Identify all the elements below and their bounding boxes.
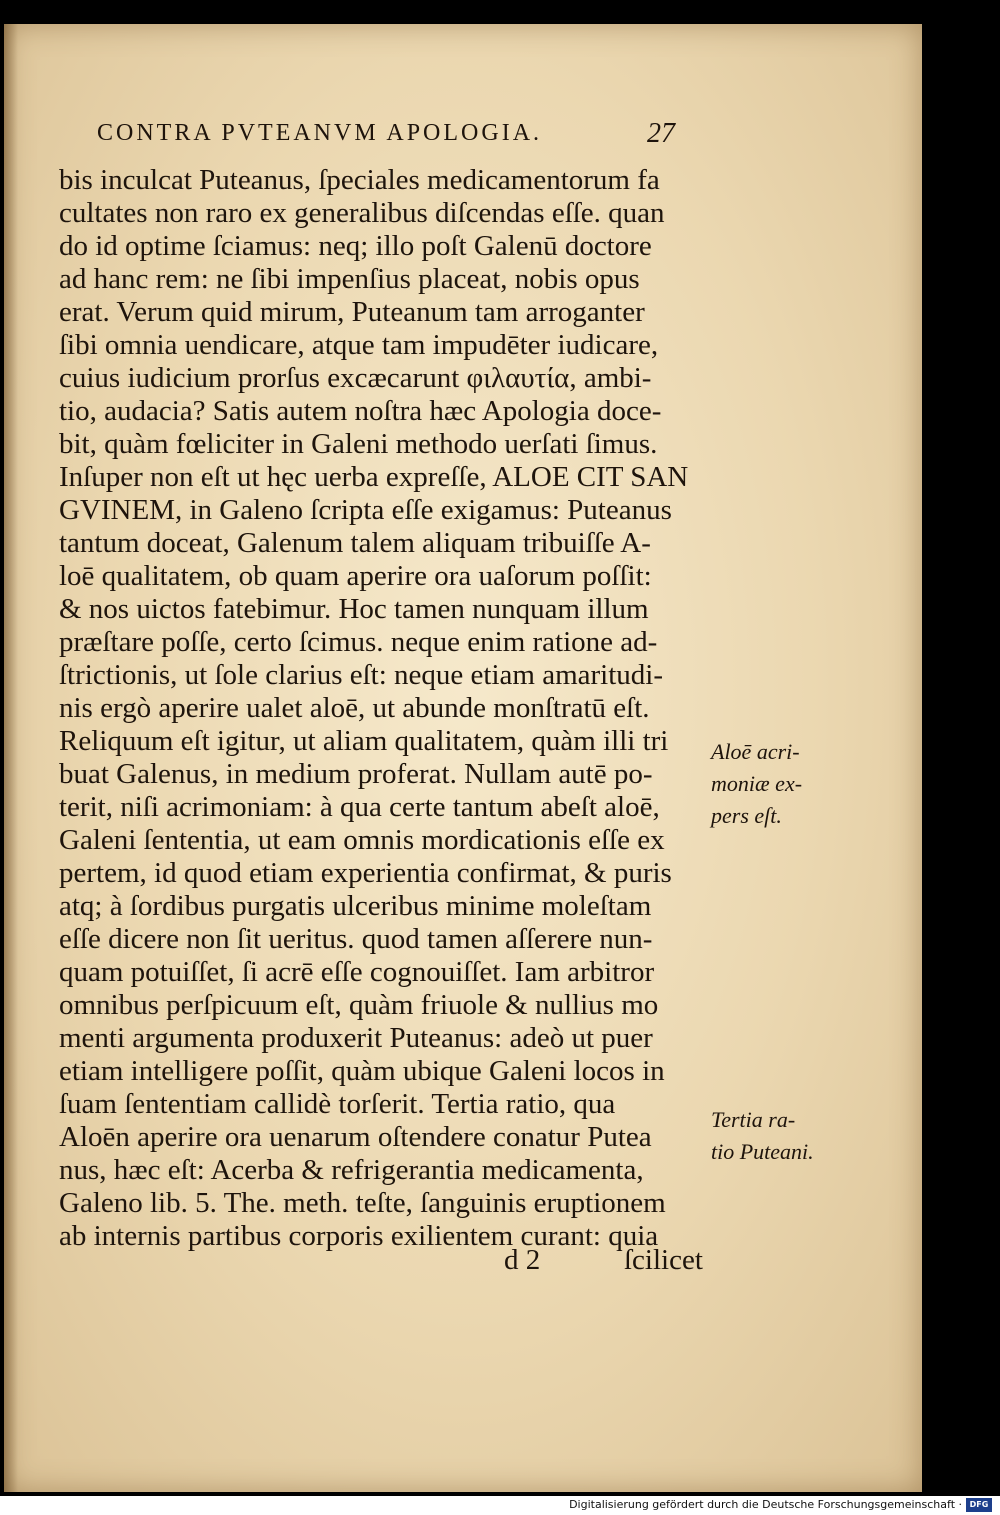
text-line: Inſuper non eſt ut hęc uerba expreſſe, ALOE CIT SAN [59, 461, 689, 493]
text-line: cultates non raro ex generalibus diſcendas eſſe. quan [59, 197, 665, 229]
text-line: nis ergò aperire ualet aloē, ut abunde monſtratū eſt. [59, 692, 650, 724]
text-line: loē qualitatem, ob quam aperire ora uaſorum poſſit: [59, 560, 652, 592]
text-line: atq; à ſordibus purgatis ulceribus minime moleſtam [59, 890, 652, 922]
catchword: ſcilicet [624, 1244, 703, 1276]
text-line: Reliquum eſt igitur, ut aliam qualitatem, quàm illi tri [59, 725, 669, 757]
text-line: omnibus perſpicuum eſt, quàm friuole & nullius mo [59, 989, 659, 1021]
text-line: Galeni ſententia, ut eam omnis mordicationis eſſe ex [59, 824, 665, 856]
text-line: nus, hæc eſt: Acerba & refrigerantia medicamenta, [59, 1154, 644, 1186]
page-binding-shadow [4, 24, 18, 1492]
margin-note-line: pers eſt. [711, 803, 782, 828]
body-text [59, 164, 719, 1253]
text-line: & nos uictos fatebimur. Hoc tamen nunquam illum [59, 593, 649, 625]
text-line: Aloēn aperire ora uenarum oſtendere conatur Putea [59, 1121, 652, 1153]
text-line: cuius iudicium prorſus excæcarunt φιλαυτία, ambi- [59, 362, 652, 394]
text-line: terit, niſi acrimoniam: à qua certe tantum abeſt aloē, [59, 791, 660, 823]
dfg-logo: DFG [966, 1498, 992, 1512]
margin-note-line: Tertia ra- [711, 1107, 796, 1132]
text-line: do id optime ſciamus: neq; illo poſt Galenū doctore [59, 230, 652, 262]
funding-notice: Digitalisierung gefördert durch die Deutsche Forschungsgemeinschaft · [569, 1498, 962, 1511]
margin-note-line: tio Puteani. [711, 1139, 814, 1164]
running-head [97, 120, 697, 156]
margin-note-line: Aloē acri- [711, 739, 800, 764]
text-line: tantum doceat, Galenum talem aliquam tribuiſſe A- [59, 527, 651, 559]
running-title: CONTRA PVTEANVM APOLOGIA. [97, 120, 543, 146]
text-line: præſtare poſſe, certo ſcimus. neque enim ratione ad- [59, 626, 658, 658]
text-line: ſibi omnia uendicare, atque tam impudēter iudicare, [59, 329, 659, 361]
book-page [4, 24, 922, 1492]
text-line: ſuam ſententiam callidè torſerit. Tertia ratio, qua [59, 1088, 616, 1120]
margin-note-line: moniæ ex- [711, 771, 803, 796]
text-line: ab internis partibus corporis exilientem curant: quia [59, 1220, 659, 1252]
text-line: erat. Verum quid mirum, Puteanum tam arroganter [59, 296, 645, 328]
text-line: eſſe dicere non ſit ueritus. quod tamen aſſerere nun- [59, 923, 653, 955]
text-line: GVINEM, in Galeno ſcripta eſſe exigamus: Puteanus [59, 494, 672, 526]
text-line: bit, quàm fœliciter in Galeni methodo uerſati ſimus. [59, 428, 658, 460]
text-line: pertem, id quod etiam experientia confirmat, & puris [59, 857, 672, 889]
text-line: menti argumenta produxerit Puteanus: adeò ut puer [59, 1022, 653, 1054]
margin-note [711, 1104, 831, 1168]
text-line: ſtrictionis, ut ſole clarius eſt: neque etiam amaritudi- [59, 659, 663, 691]
signature-mark: d 2 [504, 1244, 541, 1276]
page-number: 27 [647, 118, 675, 149]
text-line: bis inculcat Puteanus, ſpeciales medicamentorum fa [59, 164, 660, 196]
margin-note [711, 736, 831, 832]
text-line: ad hanc rem: ne ſibi impenſius placeat, nobis opus [59, 263, 640, 295]
text-line: quam potuiſſet, ſi acrē eſſe cognouiſſet. Iam arbitror [59, 956, 655, 988]
text-line: etiam intelligere poſſit, quàm ubique Galeni locos in [59, 1055, 665, 1087]
text-line: buat Galenus, in medium proferat. Nullam autē po- [59, 758, 653, 790]
footer-bar [0, 1496, 1000, 1515]
text-line: tio, audacia? Satis autem noſtra hæc Apologia doce- [59, 395, 662, 427]
text-line: Galeno lib. 5. The. meth. teſte, ſanguinis eruptionem [59, 1187, 666, 1219]
